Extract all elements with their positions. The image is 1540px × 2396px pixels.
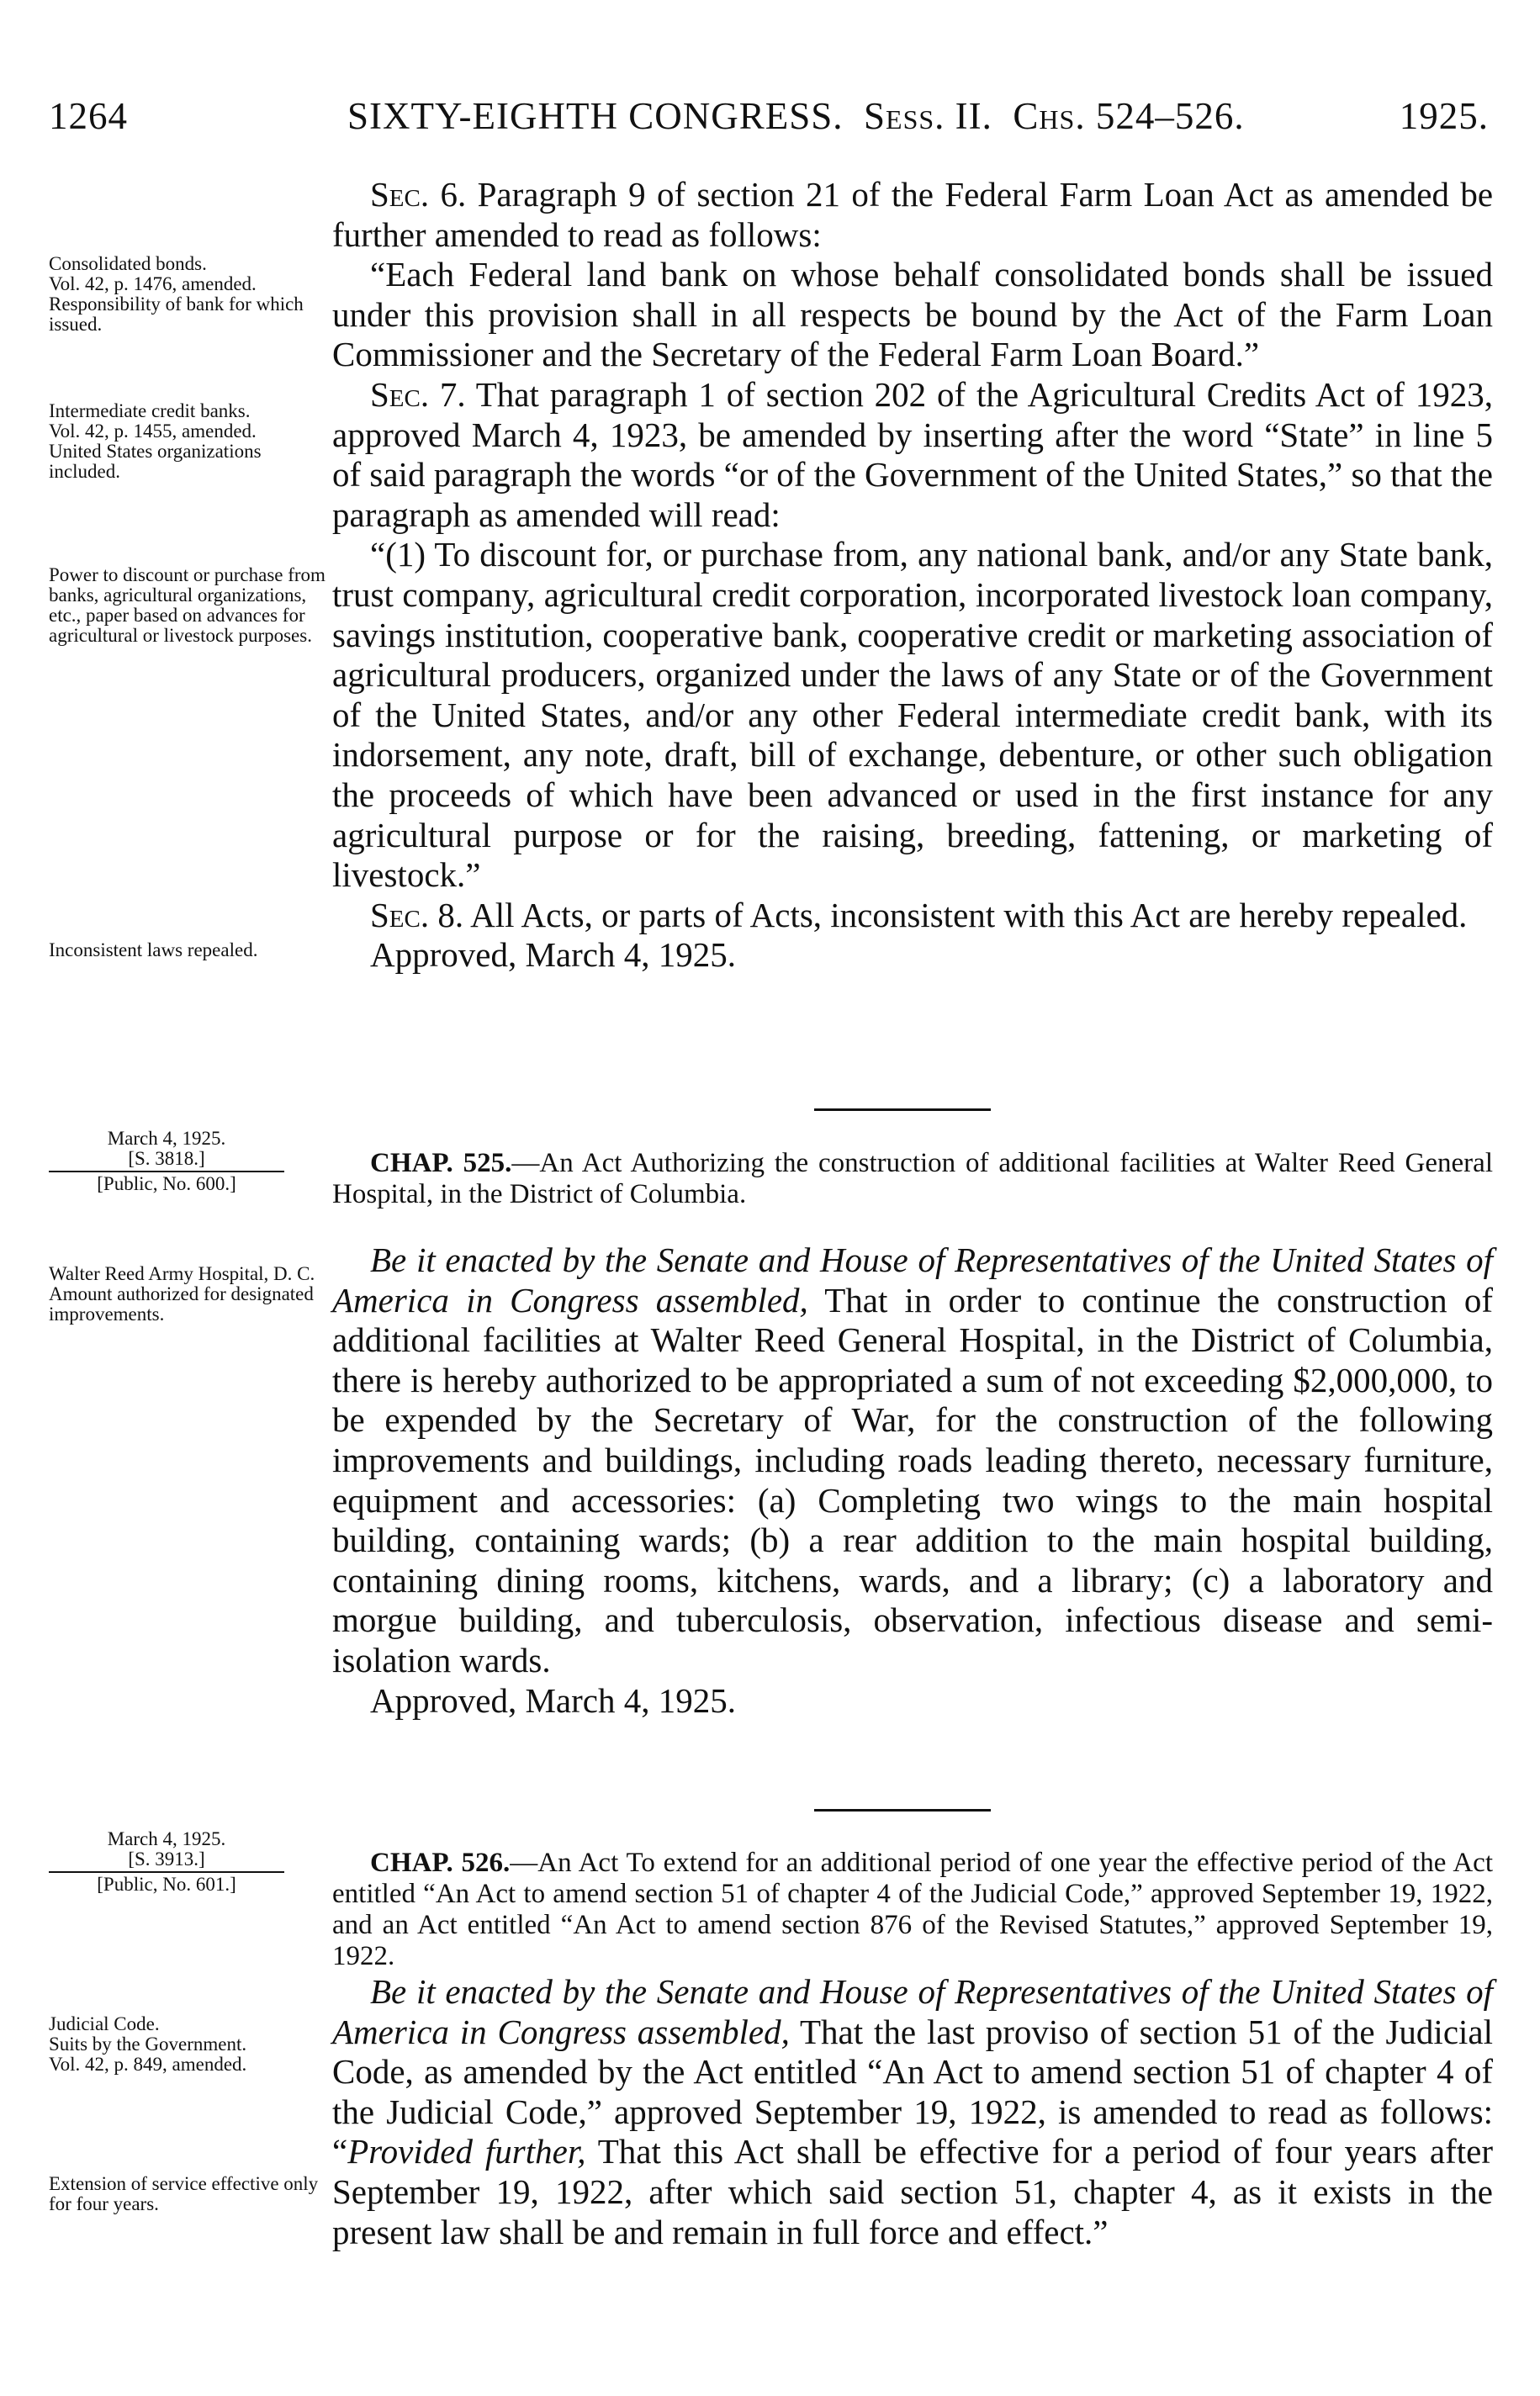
note-line: Intermediate credit banks.: [49, 400, 251, 421]
chap525-title-paragraph: [332, 1148, 1493, 1210]
note-line: Vol. 42, p. 1476, amended.: [49, 273, 257, 294]
sec6-quote: “Each Federal land bank on whose behalf consolidated bonds shall be issued under this provision shall in all respects be bound by the Act of the Farm Loan Commissioner and the Secretary of the Federal Farm Loan Board.”: [332, 255, 1493, 374]
header-year: 1925.: [1399, 95, 1489, 137]
sec6-label: Sec. 6.: [370, 175, 467, 214]
chap526-bill: [S. 3913.]: [128, 1849, 205, 1870]
section-divider: [814, 1809, 991, 1812]
chap526-proviso-text: That this Act shall be effective for a period of four years after September 19, 1922, after which said section 51, chapter 4, as it exists in the present law shall be and remain in full force and effect.”: [332, 2132, 1493, 2251]
chap525-approved: Approved, March 4, 1925.: [370, 1680, 736, 1720]
note-power-to-discount: Power to discount or purchase from banks, agricultural organizations, etc., paper based on advances for agricultural or livestock purposes.: [49, 564, 325, 646]
chap526-proviso-open: “: [332, 2132, 348, 2171]
header-congress: [347, 94, 1245, 138]
note-judicial-code: [49, 2014, 326, 2075]
note-inconsistent-laws: Inconsistent laws repealed.: [49, 939, 258, 960]
congress-name: SIXTY-EIGHTH CONGRESS.: [347, 95, 844, 137]
chap525-bill: [S. 3818.]: [128, 1148, 205, 1169]
sec7-label: Sec. 7.: [370, 374, 466, 414]
chap526-enacting-clause: Be it enacted by the Senate and House of Representatives of the United States of America in Congress assembled,: [332, 1972, 1493, 2051]
note-consolidated-bonds: [49, 254, 326, 335]
chap525-body-text: That in order to continue the construction of additional facilities at Walter Reed General Hospital, in the District of Columbia, there is hereby authorized to be appropriated a sum of not exceeding $2,000,000, to be expended by the Secretary of War, for the construction of the following improvements and buildings, including roads leading thereto, necessary furniture, equipment and accessories: (a) Completing two wings to the main hospital building, containing wards; (b) a rear addition to the main hospital building, containing dining rooms, kitchens, wards, and a library; (c) a laboratory and morgue building, and tuberculosis, observation, infectious disease and semi-isolation wards.: [332, 1280, 1494, 1679]
page-number: 1264: [49, 95, 128, 137]
sec6-paragraph: [332, 175, 1493, 255]
chap525-enacting-clause: Be it enacted by the Senate and House of Representatives of the United States of America in Congress assembled,: [332, 1240, 1493, 1320]
chap525-citation: [49, 1129, 284, 1194]
chap525-enactment: [332, 1240, 1493, 1681]
note-line: Suits by the Government.: [49, 2034, 247, 2055]
note-line: Walter Reed Army Hospital, D. C.: [49, 1263, 315, 1284]
note-line: Responsibility of bank for which issued.: [49, 294, 304, 335]
chap526-body-text: That the last proviso of section 51 of the Judicial Code, as amended by the Act entitled “An Act to amend section 51 of chapter 4 of the Judicial Code,” approved September 19, 1922, is amended to read as follows:: [332, 2012, 1494, 2131]
section-divider: [814, 1108, 991, 1111]
note-extension: Extension of service effective only for four years.: [49, 2173, 319, 2214]
chap525-date: March 4, 1925.: [107, 1128, 226, 1149]
chap525-title: [332, 1148, 1493, 1210]
chap526-proviso-label: Provided further,: [347, 2132, 586, 2171]
note-line: Vol. 42, p. 849, amended.: [49, 2054, 247, 2075]
note-intermediate-credit: [49, 401, 326, 482]
chap525-label: CHAP. 525.: [370, 1148, 512, 1178]
chap526-title: [332, 1848, 1493, 1972]
note-line: Amount authorized for designated improvements.: [49, 1283, 314, 1325]
sec6-text: Paragraph 9 of section 21 of the Federal Farm Loan Act as amended be further amended to read as follows:: [332, 175, 1494, 254]
chapters-label: Chs. 524–526.: [1013, 95, 1245, 137]
sec8-text: All Acts, or parts of Acts, inconsistent with this Act are hereby repealed.: [470, 895, 1468, 934]
chap525-public: [Public, No. 600.]: [49, 1171, 284, 1194]
sec7-quote: “(1) To discount for, or purchase from, any national bank, and/or any State bank, trust company, agricultural credit corporation, incorporated livestock loan company, savings institution, cooperative bank, cooperative credit or marketing association of agricultural producers, organized under the laws of any State or of the Government of the United States, and/or any other Federal intermediate credit bank, with its indorsement, any note, draft, bill of exchange, debenture, or other such obligation the proceeds of which have been advanced or used in the first instance for any agricultural purpose or for the raising, breeding, fattening, or marketing of livestock.”: [332, 535, 1493, 895]
running-header: [49, 94, 1489, 145]
chap526-label: CHAP. 526.: [370, 1848, 511, 1878]
chap526-date: March 4, 1925.: [107, 1828, 226, 1849]
chap525-title-text: —An Act Authorizing the construction of additional facilities at Walter Reed General Hospital, in the District of Columbia.: [332, 1148, 1493, 1209]
chap526-title-paragraph: [332, 1848, 1493, 1972]
chap526-citation: [49, 1829, 284, 1895]
note-line: United States organizations included.: [49, 441, 262, 482]
chap526-body: [332, 1972, 1493, 2252]
chap526-public: [Public, No. 601.]: [49, 1871, 284, 1895]
chap524-sections: [332, 175, 1493, 976]
chap524-approved: Approved, March 4, 1925.: [370, 935, 736, 975]
sec7-paragraph: [332, 375, 1493, 535]
sec7-text: That paragraph 1 of section 202 of the Agricultural Credits Act of 1923, approved March 4, 1923, be amended by inserting after the word “State” in line 5 of said paragraph the words “or of the Government of the United States,” so that the paragraph as amended will read:: [332, 374, 1494, 534]
session-label: Sess. II.: [864, 95, 992, 137]
chap525-body: [332, 1240, 1493, 1721]
sec8-label: Sec. 8.: [370, 895, 464, 934]
chap526-enactment: [332, 1972, 1493, 2252]
note-line: Judicial Code.: [49, 2013, 160, 2034]
note-walter-reed: [49, 1264, 326, 1325]
note-line: Vol. 42, p. 1455, amended.: [49, 420, 257, 442]
note-line: Consolidated bonds.: [49, 253, 207, 274]
sec8-paragraph: [332, 896, 1493, 936]
chap526-title-text: —An Act To extend for an additional period of one year the effective period of the Act entitled “An Act to amend section 51 of chapter 4 of the Judicial Code,” approved September 19, 1922, and an Act entitled “An Act to amend section 876 of the Revised Statutes,” approved September 19, 1922.: [332, 1848, 1493, 1971]
